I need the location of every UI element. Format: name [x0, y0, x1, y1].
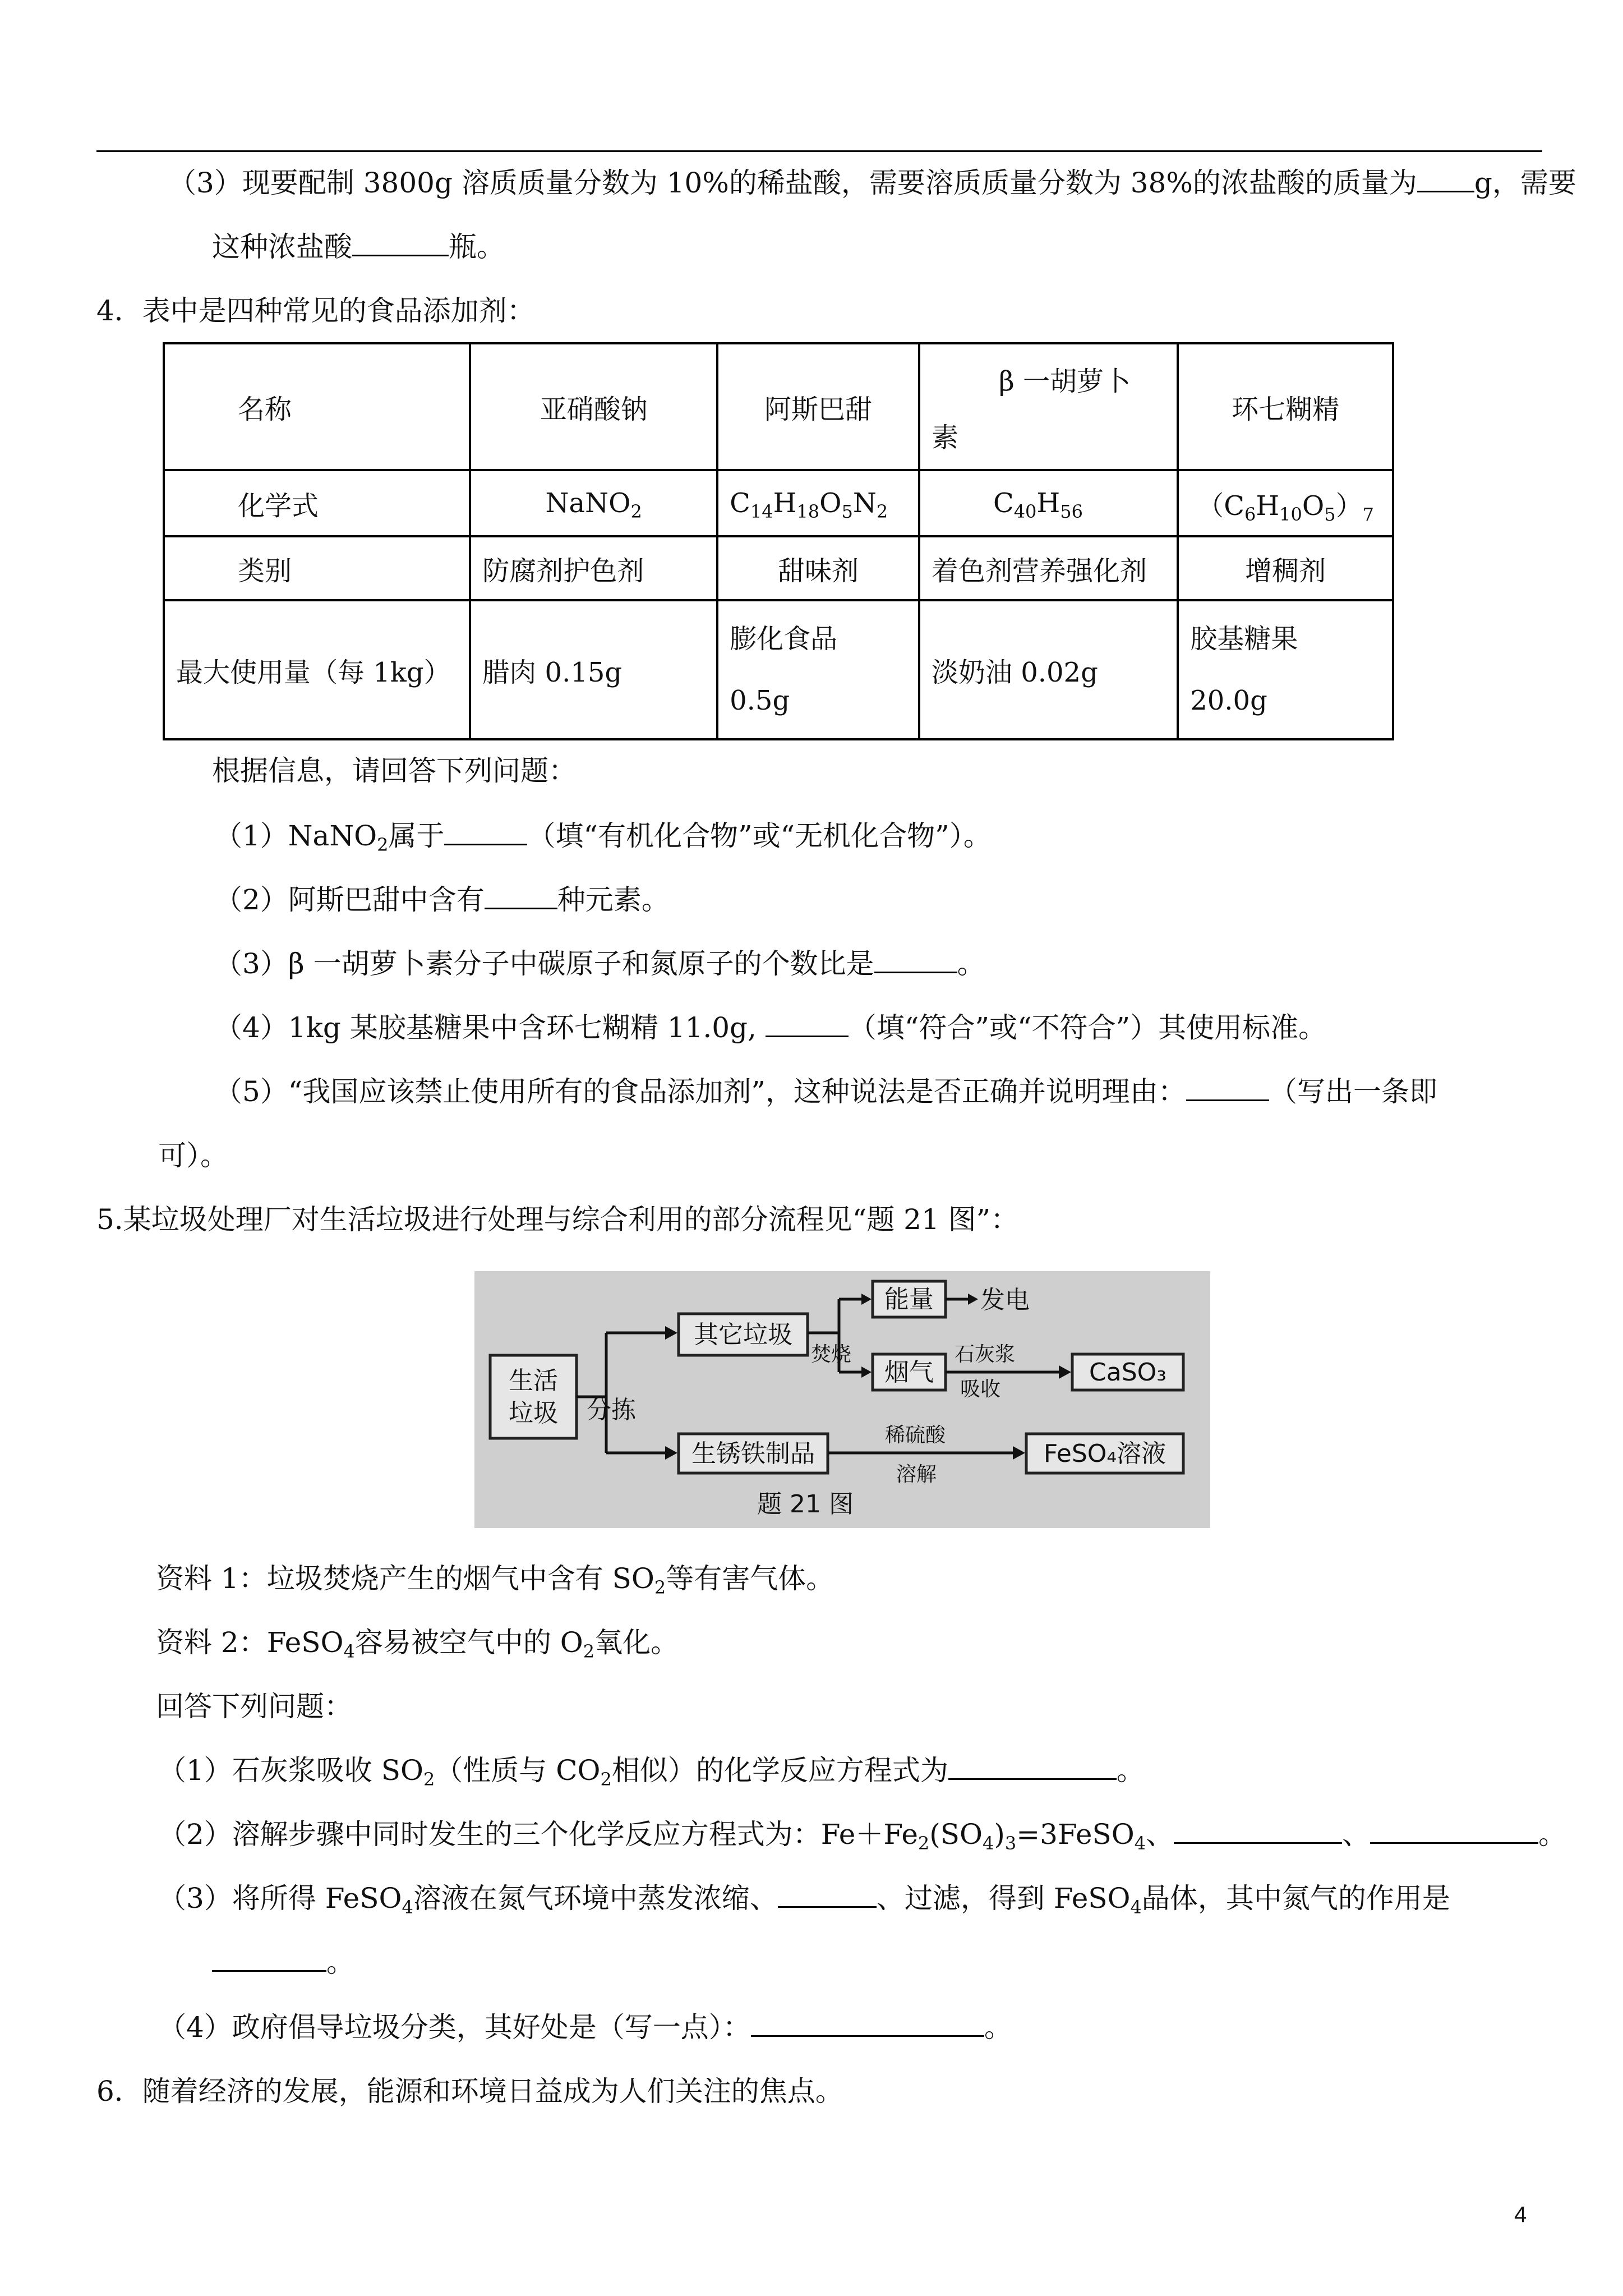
svg-text:FeSO₄溶液: FeSO₄溶液 [1043, 1439, 1166, 1468]
q4-part2: （2）阿斯巴甜中含有 种元素。 [214, 884, 670, 916]
table-cell: 阿斯巴甜 [717, 343, 919, 470]
label-absorb: 吸收 [960, 1378, 1001, 1401]
arrowhead [861, 1294, 872, 1305]
table-cell: 防腐剂护色剂 [470, 536, 717, 600]
q4-part1: （1）NaNO$_2$属于 （填“有机化合物”或“无机化合物”）。 [214, 820, 992, 855]
box-caso3 [1072, 1354, 1183, 1390]
q4-part4: （4）1kg 某胶基糖果中含环七糊精 11.0g, （填“符合”或“不符合”）其使用标准。 [214, 1011, 1327, 1044]
box-other-waste [679, 1314, 808, 1355]
q4-part3: （3）β 一胡萝卜素分子中碳原子和氮原子的个数比是 。 [214, 947, 985, 980]
box-rusty-iron [679, 1434, 828, 1473]
q3-part3-line1: （3）现要配制 3800g 溶质质量分数为 10%的稀盐酸，需要溶质质量分数为 38%的浓盐酸的质量为 g，需要 [168, 167, 1576, 199]
header-rule [96, 150, 1542, 152]
arrowhead [665, 1326, 677, 1340]
arrowhead [665, 1446, 677, 1460]
label-acid: 稀硫酸 [885, 1424, 946, 1447]
label-dissolve: 溶解 [896, 1463, 937, 1486]
table-cell: 着色剂营养强化剂 [919, 536, 1178, 600]
svg-text:烟气: 烟气 [884, 1358, 934, 1387]
svg-text:生锈铁制品: 生锈铁制品 [691, 1439, 815, 1468]
table-cell: 甜味剂 [717, 536, 919, 600]
box-life-waste [490, 1355, 577, 1438]
arrowhead [1013, 1446, 1025, 1460]
q3-part3-line2: 这种浓盐酸 瓶。 [212, 231, 505, 263]
table-row [164, 600, 1393, 739]
label-power: 发电 [980, 1286, 1030, 1314]
arrowhead [861, 1366, 872, 1378]
additives-table [163, 342, 1394, 740]
q5-material2: 资料 2：FeSO$_4$容易被空气中的 $O_2$氧化。 [156, 1626, 679, 1662]
q4-part5-line1: （5）“我国应该禁止使用所有的食品添加剂”，这种说法是否正确并说明理由： （写出一条即 [214, 1075, 1437, 1108]
arrowhead [968, 1294, 978, 1305]
q5-part3-line2: 。 [212, 1945, 354, 1979]
label-burn: 焚烧 [811, 1343, 852, 1366]
formula-cell: $C_{14}H_{18}O_5N_2$ [717, 470, 919, 536]
q5-part4: （4）政府倡导垃圾分类，其好处是（写一点）： 。 [158, 2011, 1012, 2044]
svg-text:CaSO₃: CaSO₃ [1089, 1358, 1166, 1387]
table-cell: 增稠剂 [1178, 536, 1393, 600]
flow-diagram [474, 1271, 1210, 1528]
table-cell: 最大使用量（每 1kg） [164, 600, 470, 739]
q5-part2: （2）溶解步骤中同时发生的三个化学反应方程式为：$Fe+Fe_2(SO_4)_3=3FeSO_4$、 、 。 [158, 1818, 1567, 1854]
formula-cell: $C_{40}H_{56}$ [919, 470, 1178, 536]
formula-cell: $(C_6H_{10}O_5)_7$ [1178, 470, 1393, 536]
q6-intro: 6．随着经济的发展，能源和环境日益成为人们关注的焦点。 [96, 2075, 843, 2108]
svg-text:生活: 生活 [509, 1366, 558, 1395]
q5-part3-line1: （3）将所得 FeSO$_4$溶液在氮气环境中蒸发浓缩、 、过滤，得到 FeSO$_4$晶体，其中氮气的作用是 [158, 1882, 1450, 1918]
q5-lead: 回答下列问题： [156, 1690, 352, 1723]
q5-part1: （1）石灰浆吸收 $SO_2$（性质与 $CO_2$相似）的化学反应方程式为 。 [158, 1754, 1145, 1790]
table-row [164, 470, 1393, 536]
table-cell: 环七糊精 [1178, 343, 1393, 470]
table-cell: β 一胡萝卜 素 [919, 343, 1178, 470]
q5-material1: 资料 1：垃圾焚烧产生的烟气中含有 $SO_2$等有害气体。 [156, 1562, 834, 1598]
box-energy [873, 1281, 946, 1317]
table-cell: 淡奶油 0.02g [919, 600, 1178, 739]
box-feso4-solution [1026, 1434, 1183, 1473]
label-lime: 石灰浆 [955, 1343, 1016, 1366]
table-cell: 亚硝酸钠 [470, 343, 717, 470]
svg-text:其它垃圾: 其它垃圾 [694, 1320, 792, 1349]
page-number: 4 [1514, 2202, 1527, 2227]
table-cell: 胶基糖果 20.0g [1178, 600, 1393, 739]
flow-caption: 题 21 图 [757, 1490, 854, 1519]
q5-intro: 5.某垃圾处理厂对生活垃圾进行处理与综合利用的部分流程见“题 21 图”： [96, 1203, 1019, 1236]
table-cell: 腊肉 0.15g [470, 600, 717, 739]
box-smoke [873, 1354, 946, 1390]
svg-text:能量: 能量 [884, 1285, 934, 1314]
table-row [164, 343, 1393, 470]
table-cell: 类别 [164, 536, 470, 600]
svg-text:垃圾: 垃圾 [509, 1399, 558, 1428]
table-row [164, 536, 1393, 600]
formula-cell: NaNO$_2$ [470, 470, 717, 536]
q4-lead: 根据信息，请回答下列问题： [212, 754, 577, 787]
table-cell: 名称 [164, 343, 470, 470]
label-sort: 分拣 [587, 1396, 636, 1424]
table-cell: 化学式 [164, 470, 470, 536]
q4-part5-line2: 可）。 [158, 1139, 228, 1172]
arrowhead [1059, 1365, 1071, 1379]
table-cell: 膨化食品 0.5g [717, 600, 919, 739]
q4-intro: 4．表中是四种常见的食品添加剂： [96, 295, 535, 327]
